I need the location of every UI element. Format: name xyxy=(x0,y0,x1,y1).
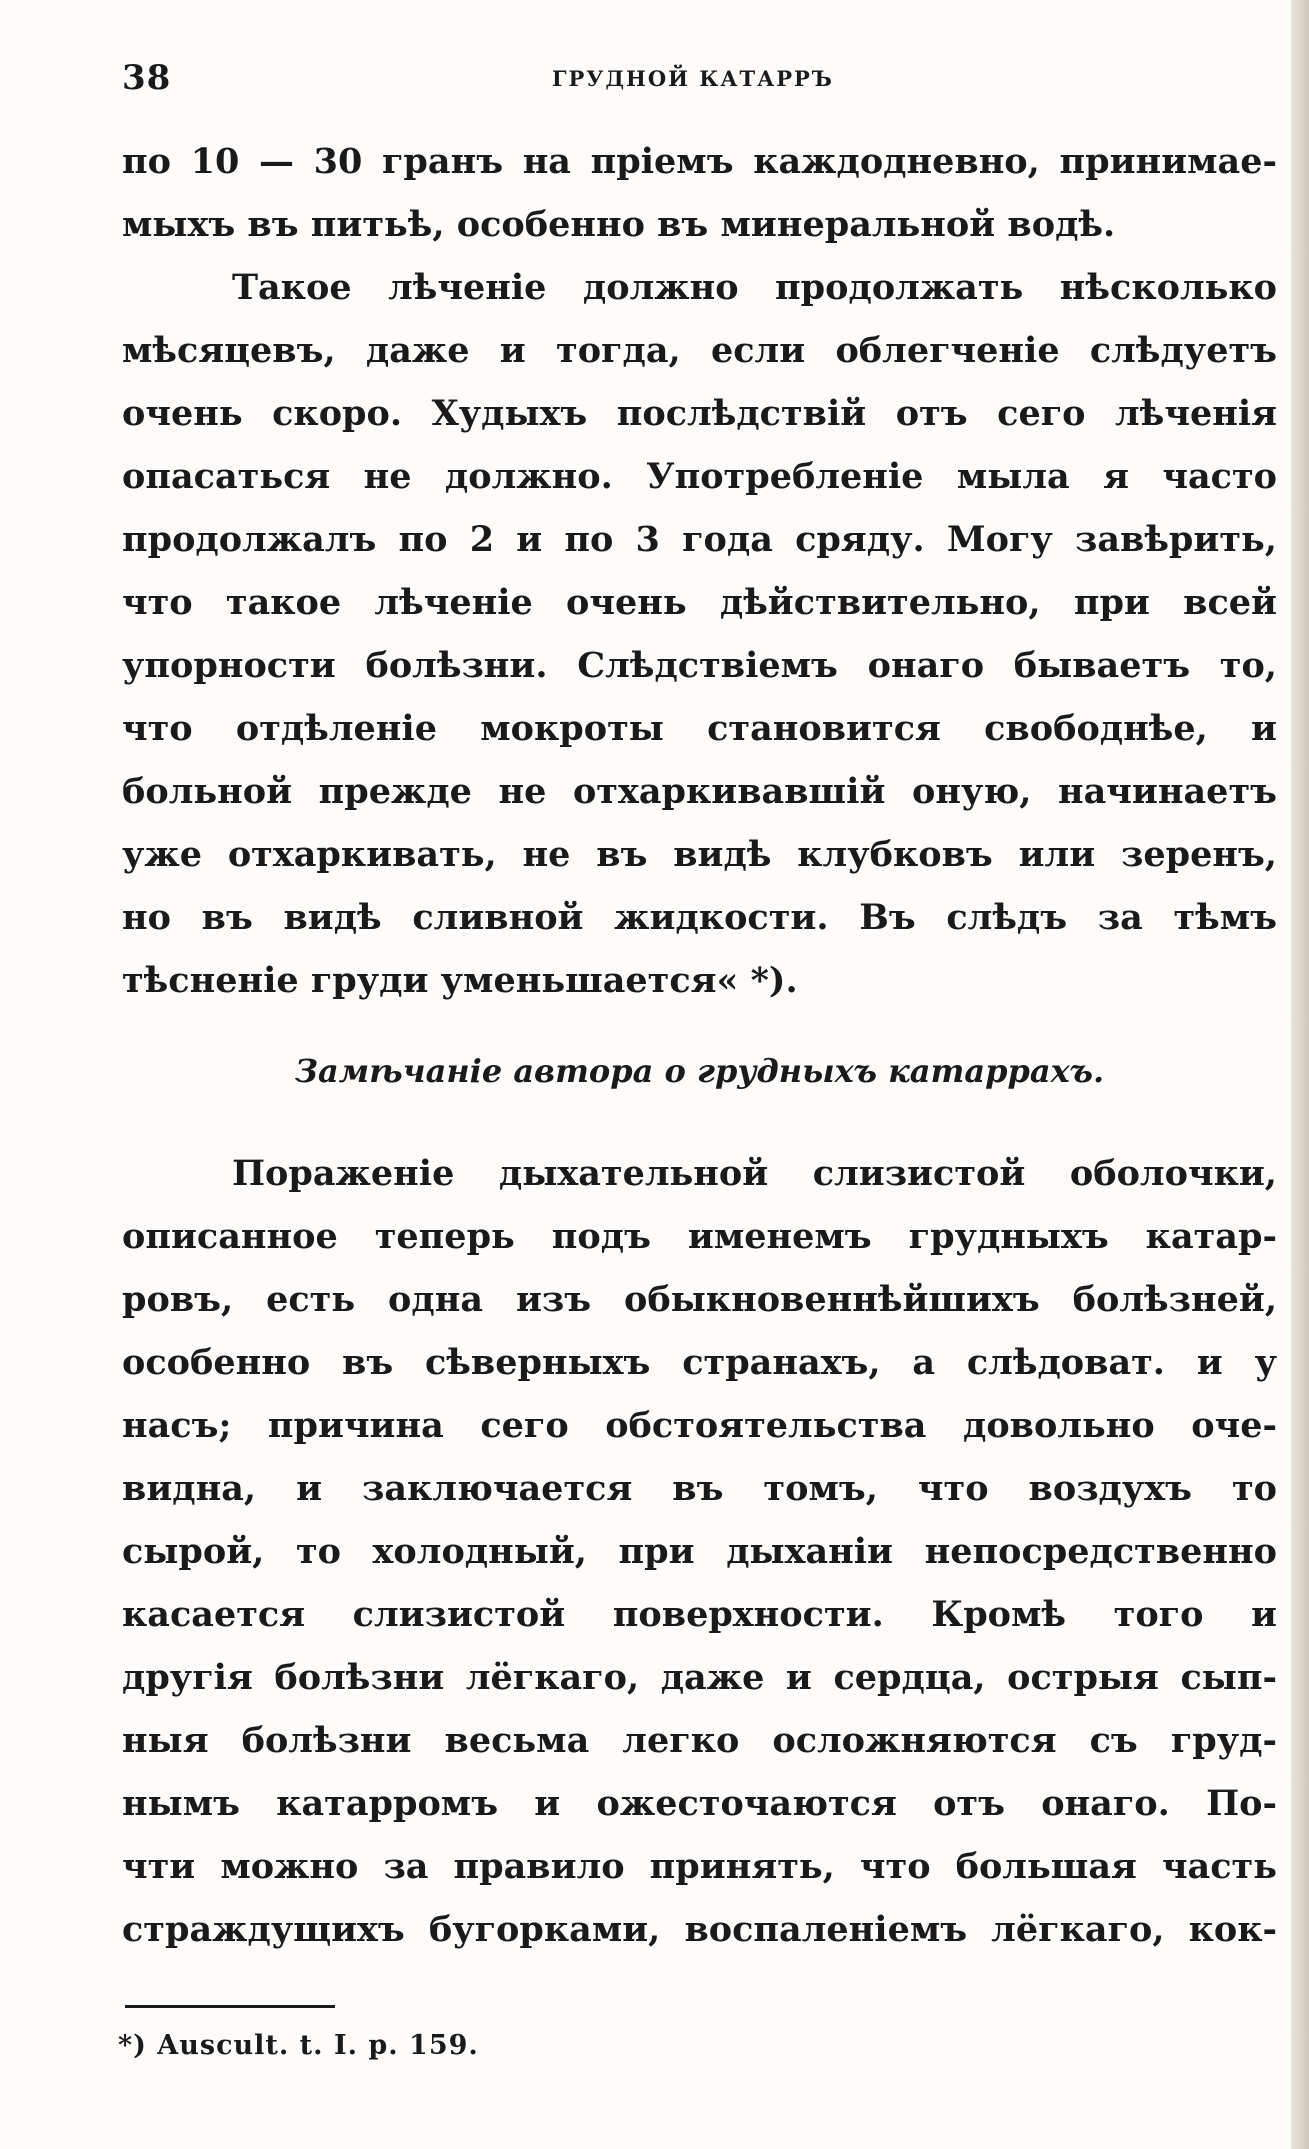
text-line: по 10 — 30 гранъ на прiемъ каждодневно, принимае- xyxy=(122,141,1277,182)
text-line: мѣсяцевъ, даже и тогда, если облегченiе слѣдуетъ xyxy=(122,330,1277,371)
text-line: упорности болѣзни. Слѣдствiемъ онаго бываетъ то, xyxy=(122,645,1277,686)
text-line: уже отхаркивать, не въ видѣ клубковъ или зеренъ, xyxy=(122,834,1277,875)
text-line: особенно въ сѣверныхъ странахъ, а слѣдоват. и у xyxy=(122,1342,1277,1383)
text-line: другiя болѣзни лёгкаго, даже и сердца, острыя сып- xyxy=(122,1657,1277,1698)
text-line: мыхъ въ питьѣ, особенно въ минеральной водѣ. xyxy=(122,204,1116,245)
text-line: больной прежде не отхаркивавшiй оную, начинаетъ xyxy=(122,771,1277,812)
text-line: очень скоро. Худыхъ послѣдствiй отъ сего лѣченiя xyxy=(122,393,1277,434)
text-line: страждущихъ бугорками, воспаленiемъ лёгкаго, кок- xyxy=(122,1909,1277,1950)
page-header xyxy=(122,58,1282,98)
text-line: сырой, то холодный, при дыханiи непосредственно xyxy=(122,1531,1277,1572)
text-line: насъ; причина сего обстоятельства довольно оче- xyxy=(122,1405,1277,1446)
page-number: 38 xyxy=(122,58,172,98)
text-line: касается слизистой поверхности. Кромѣ того и xyxy=(122,1594,1277,1635)
text-line: описанное теперь подъ именемъ грудныхъ катар- xyxy=(122,1216,1277,1257)
text-line: что такое лѣченiе очень дѣйствительно, при всей xyxy=(122,582,1277,623)
text-line: что отдѣленiе мокроты становится свободнѣе, и xyxy=(122,708,1277,749)
text-line: нымъ катарромъ и ожесточаются отъ онаго. По- xyxy=(122,1783,1277,1824)
text-line: тѣсненiе груди уменьшается« *). xyxy=(122,960,798,1001)
page-edge xyxy=(1291,0,1309,2149)
text-line: чти можно за правило принять, что большая часть xyxy=(122,1846,1277,1887)
text-line: ныя болѣзни весьма легко осложняются съ груд- xyxy=(122,1720,1277,1761)
text-line: видна, и заключается въ томъ, что воздухъ то xyxy=(122,1468,1277,1509)
text-line: Такое лѣченiе должно продолжать нѣсколько xyxy=(232,267,1277,308)
text-line: ровъ, есть одна изъ обыкновеннѣйшихъ болѣзней, xyxy=(122,1279,1277,1320)
footnote-rule xyxy=(125,2005,335,2008)
running-head: ГРУДНОЙ КАТАРРЪ xyxy=(552,66,834,91)
text-line: Пораженiе дыхательной слизистой оболочки, xyxy=(232,1153,1277,1194)
body-text xyxy=(122,130,1277,1961)
text-line: опасаться не должно. Употребленiе мыла я часто xyxy=(122,456,1277,497)
section-title: Замѣчанiе автора о грудныхъ катаррахъ. xyxy=(294,1052,1105,1090)
text-line: но въ видѣ сливной жидкости. Въ слѣдъ за тѣмъ xyxy=(122,897,1277,938)
text-line: продолжалъ по 2 и по 3 года сряду. Могу завѣрить, xyxy=(122,519,1277,560)
footnote: *) Auscult. t. I. p. 159. xyxy=(118,2030,479,2061)
